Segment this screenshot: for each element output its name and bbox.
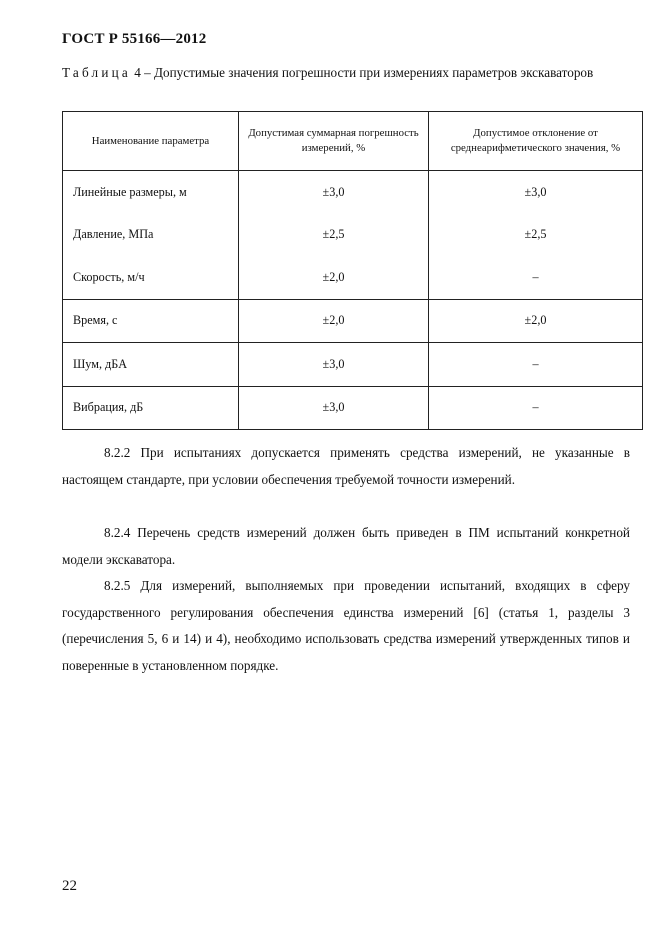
table-row <box>63 299 643 343</box>
row-parameter-name: Скорость, м/ч <box>63 256 239 299</box>
row-deviation: – <box>429 343 643 387</box>
row-parameter-name: Шум, дБA <box>63 343 239 387</box>
table-row <box>63 256 643 299</box>
table-row <box>63 343 643 387</box>
tolerance-table <box>62 111 643 430</box>
header-deviation: Допустимое отклонение от среднеарифметического значения, % <box>429 112 643 171</box>
row-parameter-name: Линейные размеры, м <box>63 171 239 214</box>
row-total-error: ±2,0 <box>239 299 429 343</box>
table-caption <box>62 64 632 81</box>
document-header: ГОСТ Р 55166—2012 <box>62 31 207 47</box>
row-deviation: ±3,0 <box>429 171 643 214</box>
table-header-row <box>63 112 643 171</box>
paragraph-8-2-2: 8.2.2 При испытаниях допускается применять средства измерений, не указанные в настоящем стандарте, при условии обеспечения требуемой точности измерений. <box>62 445 630 487</box>
row-total-error: ±2,0 <box>239 256 429 299</box>
table-caption-label: Таблица <box>62 65 131 80</box>
table-row <box>63 214 643 257</box>
table-caption-text: 4 – Допустимые значения погрешности при измерениях параметров экскаваторов <box>130 65 594 80</box>
row-deviation: ±2,0 <box>429 299 643 343</box>
row-total-error: ±3,0 <box>239 171 429 214</box>
row-deviation: – <box>429 386 643 430</box>
page-number: 22 <box>62 878 77 894</box>
paragraph-8-2-4: 8.2.4 Перечень средств измерений должен быть приведен в ПМ испытаний конкретной модели экскаватора. <box>62 525 630 567</box>
row-total-error: ±3,0 <box>239 386 429 430</box>
row-total-error: ±3,0 <box>239 343 429 387</box>
table-row <box>63 171 643 214</box>
table-row <box>63 386 643 430</box>
row-parameter-name: Время, с <box>63 299 239 343</box>
row-total-error: ±2,5 <box>239 214 429 257</box>
header-total-error: Допустимая суммарная погрешность измерений, % <box>239 112 429 171</box>
paragraph-8-2-5: 8.2.5 Для измерений, выполняемых при проведении испытаний, входящих в сферу государственного регулирования обеспечения единства измерений [6] (статья 1, разделы 3 (перечисления 5, 6 и 14) и 4), необходимо использовать средства измерений утвержденных типов и поверенные в установленном порядке. <box>62 578 630 673</box>
row-parameter-name: Давление, МПа <box>63 214 239 257</box>
row-deviation: ±2,5 <box>429 214 643 257</box>
header-parameter-name: Наименование параметра <box>63 112 239 171</box>
row-parameter-name: Вибрация, дБ <box>63 386 239 430</box>
row-deviation: – <box>429 256 643 299</box>
